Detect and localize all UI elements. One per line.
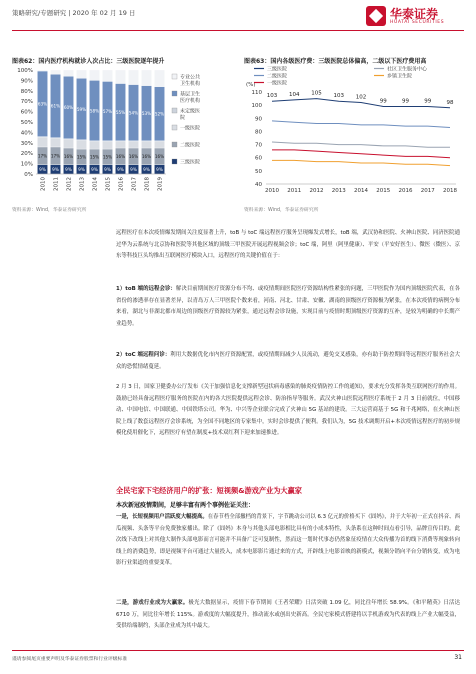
fig62-source: 资料来源：Wind，华泰证券研究所 — [12, 208, 87, 213]
paragraph-3: 2）toC 端远程问诊：利用大数据优化市内医疗资源配置，或疫情期间减少人员流动，避免交叉感染，亦有助于防控期间等远程医疗服务社会大众的恐慌情绪蔓延。 — [116, 352, 460, 370]
bar-segment — [141, 141, 151, 142]
legend-label: 三级医院 — [267, 66, 288, 73]
paragraph-2-head: 1）toB 端的远程会诊： — [116, 286, 176, 292]
paragraph-4: 2 月 3 日，国家卫健委办公厅发布《关于加强信息化支撑新型冠状病毒感染的肺炎疫情防控工作的通知》，要求充分发挥各类互联网医疗的作用。鼓励已经具备远程医疗服务的医院在内的各大医院提供远程会诊、防治指导等服务。武汉火神山医院远程医疗系统于 2 月 3 日前就位，中国移动、中国电信、中国联通、中国铁塔公司。华为、中兴等企业联合完成了火神山 5G 基站的建设。三大运营商基于 5G 和千兆网络，在火神山医院上线了数套远程医疗会诊系统，为全国不同地区的专家集中，实时会诊提供了便利。我们认为，5G 技术调期开启+本次疫情远程医疗的初步规模化使用催化下，远程医疗有望在制度+技术双红利下迎来加速推进。 — [116, 384, 460, 436]
x-tick-label: 2013 — [331, 188, 346, 194]
data-label: 15% — [89, 154, 100, 160]
data-label: 102 — [355, 94, 367, 101]
header-text: 策略研究/专题研究 | 2020 年 02 月 19 日 — [12, 9, 136, 17]
data-label: 16% — [63, 154, 74, 160]
legend-label: 一级医院 — [180, 125, 201, 132]
data-label: 103 — [266, 93, 278, 100]
y-tick-label: 70% — [20, 99, 33, 106]
y-tick-label: 0% — [24, 172, 33, 178]
data-label: 17% — [50, 153, 61, 159]
bar-segment — [50, 139, 60, 147]
data-label: 9% — [143, 167, 150, 173]
paragraph-2: 1）toB 端的远程会诊：解决目前期间医疗资源分布不均、或疫情期间医院医疗资源结构性紧张的问题，三甲医院作为国内顶级医院代表，在各省份的渗透率存在显著差异，以青岛万人三甲医院个数来看，河南、河北、甘肃、安徽、湖南的顶级医疗资源极为紧张，在本次疫情的病例分布来看，湖北与非湖北都市周边的顶级医疗资源较为紧张，通过远程会诊设施，实现目前与疫情时期顶级医疗资源的互补，是较为明确的中长期产业趋势。 — [116, 286, 460, 327]
paragraph-6: 二是，游戏行业成为大赢家。极光大数据显示，疫情下春节期间《王者荣耀》日活突破 1.09 亿，同比往年增长 58.9%。《和平精英》日活达 6710 万，同比往年增长 115%。游戏度的大幅度提升，推动流水或创出史新高。全民宅家模式搭建将以手机游戏为代表的线上产业大幅受益，受供给端制约，头部企业成为其中最大。 — [116, 600, 460, 629]
legend-swatch — [172, 91, 177, 96]
x-tick-label: 2013 — [79, 177, 86, 191]
footer-disclaimer: 谨请参阅尾页重要声明及华泰证券股票和行业评级标准 — [12, 657, 128, 662]
fig62-stacked-bar-chart — [12, 64, 237, 204]
header-rule — [12, 30, 464, 31]
data-label: 59% — [76, 106, 87, 112]
section-heading: 全民宅家下宅经济用户的扩张：短视频&游戏产业为大赢家 — [116, 486, 302, 495]
bar-segment — [76, 70, 86, 78]
y-tick-label: 40 — [255, 182, 262, 188]
bar-segment — [128, 142, 138, 148]
legend-label: 三级医院 — [180, 159, 201, 166]
data-label: 9% — [156, 167, 163, 173]
data-label: 16% — [128, 154, 139, 160]
data-label: 99 — [379, 98, 387, 105]
data-label: 16% — [115, 154, 126, 160]
x-tick-label: 2019 — [157, 177, 164, 191]
y-tick-label: 50% — [20, 120, 33, 126]
y-tick-label: 70 — [255, 142, 262, 149]
logo-cn: 华泰证券 — [390, 7, 439, 21]
legend-label: 乡镇卫生院 — [387, 73, 413, 80]
y-tick-label: 100% — [17, 68, 33, 74]
logo-en: HUATAI SECURITIES — [390, 20, 445, 25]
huatai-logo — [366, 4, 462, 30]
bar-segment — [154, 142, 164, 148]
x-tick-label: 2018 — [443, 188, 457, 194]
legend-label: 卫生机构 — [180, 81, 201, 87]
bar-segment — [89, 70, 99, 80]
y-tick-label: 20% — [20, 151, 33, 158]
y-tick-label: 80% — [20, 88, 33, 95]
bar-segment — [128, 70, 138, 85]
data-label: 104 — [289, 91, 300, 98]
x-tick-label: 2011 — [287, 188, 302, 194]
x-tick-label: 2016 — [118, 177, 125, 191]
fig63-source: 资料来源：Wind，华泰证券研究所 — [244, 208, 319, 213]
bar-segment — [102, 70, 112, 81]
data-label: 103 — [333, 93, 344, 100]
bar-segment — [115, 142, 125, 148]
data-label: 105 — [311, 90, 322, 97]
y-tick-label: 60% — [20, 109, 33, 116]
series-line — [272, 121, 450, 128]
data-label: 52% — [154, 111, 165, 117]
y-tick-label: 40% — [20, 130, 33, 137]
page-number: 31 — [454, 654, 462, 661]
y-tick-label: 10% — [20, 161, 33, 168]
data-label: 15% — [76, 154, 87, 160]
x-tick-label: 2012 — [66, 177, 73, 191]
bar-segment — [63, 140, 73, 148]
y-tick-label: 60 — [255, 155, 262, 162]
bar-segment — [154, 70, 164, 87]
x-tick-label: 2018 — [144, 177, 151, 191]
data-label: 9% — [91, 167, 98, 173]
legend-label: 二级医院 — [267, 73, 288, 80]
bar-segment — [37, 137, 47, 138]
legend-swatch — [172, 108, 177, 113]
huatai-logo-icon — [366, 6, 386, 26]
bar-segment — [50, 138, 60, 139]
data-label: 9% — [39, 167, 46, 173]
data-label: 15% — [102, 154, 113, 160]
bar-segment — [63, 139, 73, 140]
fig63-line-chart — [244, 64, 464, 204]
x-tick-label: 2016 — [398, 188, 413, 194]
y-tick-label: 100 — [251, 103, 262, 110]
y-tick-label: 90 — [255, 116, 262, 123]
data-label: 98 — [446, 99, 454, 106]
data-label: 61% — [50, 103, 61, 109]
x-tick-label: 2012 — [309, 188, 324, 194]
x-tick-label: 2017 — [420, 188, 435, 194]
data-label: 9% — [104, 167, 111, 173]
data-label: 63% — [37, 101, 48, 107]
series-line — [272, 150, 450, 158]
fig62-title: 图表62：国内医疗机构就诊人次占比：三级医院逐年提升 — [12, 58, 165, 65]
y-tick-label: 80 — [255, 129, 262, 136]
bar-segment — [102, 141, 112, 142]
section-subheading: 本次新冠疫情期间，足够丰富有两个事例佐证关注： — [116, 502, 255, 509]
legend-label: 专业公共 — [180, 74, 201, 81]
fig63-title: 图表63：国内各级医疗费：三级医院总体偏高，二级以下医疗费用高 — [244, 58, 427, 65]
x-tick-label: 2015 — [105, 177, 112, 191]
legend-label: 二级医院 — [180, 142, 201, 149]
bar-segment — [50, 70, 60, 74]
y-axis-label: (%) — [246, 82, 256, 88]
data-label: 9% — [52, 167, 59, 173]
paragraph-6-head: 二是，游戏行业成为大赢家。 — [116, 600, 189, 606]
data-label: 17% — [37, 153, 48, 159]
x-tick-label: 2017 — [131, 177, 138, 191]
data-label: 99 — [402, 98, 409, 105]
bar-segment — [115, 70, 125, 84]
paragraph-5: 一是，长短视频用户活跃度大幅提高。在春节档全部撤档的背景下，字节跳动公司以 6.3 亿元的价格买下《囧妈》，并于大年初一正式在抖音、西瓜视频、头条等平台免费独家播出。除了《囧妈》本身与其他头部电影相比具有的小成本特性，头条系在这种时间点看引导，品牌宣传目的。此次线下改线上对其他大制作头部电影而言可能并不具备广泛可复制性，然而这一划时代事态仍然象征疫情在大众传播为首的线下消费等现象转向线上的消费趋势，即是视频平台可通过大量投入，成本电影影片通过来的方式，开辟线上电影首映的新模式，视频分销向平台分销转变，成为电影行业渠道的重要变革。 — [116, 514, 460, 566]
data-label: 57% — [102, 108, 113, 114]
data-label: 16% — [141, 154, 152, 160]
data-label: 9% — [65, 167, 72, 173]
data-label: 9% — [130, 167, 137, 173]
bar-segment — [37, 138, 47, 147]
bar-segment — [141, 142, 151, 148]
y-tick-label: 90% — [20, 78, 33, 85]
data-label: 60% — [63, 105, 74, 111]
legend-label: 医疗机构 — [180, 98, 201, 104]
y-tick-label: 30% — [20, 140, 33, 147]
bar-segment — [76, 141, 86, 149]
legend-label: 一级医院 — [267, 80, 288, 87]
bar-segment — [63, 70, 73, 76]
legend-label: 未定级医 — [180, 108, 201, 115]
bar-segment — [154, 141, 164, 142]
paragraph-3-head: 2）toC 端远程问诊： — [116, 352, 171, 358]
data-label: 58% — [89, 108, 100, 114]
bar-segment — [37, 70, 47, 71]
bar-segment — [128, 141, 138, 142]
legend-swatch — [172, 125, 177, 130]
paragraph-5-head: 一是，长短视频用户活跃度大幅提高。 — [116, 514, 208, 520]
series-line — [272, 160, 450, 165]
bar-segment — [76, 140, 86, 141]
x-tick-label: 2010 — [265, 188, 279, 194]
data-label: 55% — [115, 109, 126, 115]
paragraph-1: 远程医疗在本次疫情爆发期间关注度显著上升，toB 与 toC 端远程医疗服务呈现爆发式增长，toB 端，武汉协和医院、火神山医院、同济医院通过华为云系统与北京协和医院等其他区域的顶级三甲医院开展远程视频会诊；toC 端，阿里（阿里健康）、平安（平安好医生）、微医（微医）、京东等科技巨头均推出互联网医疗模块入口，远程医疗的关键价值在于： — [116, 230, 460, 259]
x-tick-label: 2014 — [354, 188, 368, 194]
legend-swatch — [172, 74, 177, 79]
legend-label: 社区卫生服务中心 — [387, 66, 428, 73]
legend-swatch — [172, 159, 177, 164]
x-tick-label: 2010 — [40, 177, 47, 191]
series-line — [272, 142, 450, 147]
footer-rule — [12, 650, 464, 651]
data-label: 9% — [78, 167, 85, 173]
y-tick-label: 110 — [251, 90, 262, 96]
data-label: 9% — [117, 167, 124, 173]
data-label: 99 — [424, 98, 432, 105]
bar-segment — [141, 70, 151, 86]
x-tick-label: 2014 — [92, 177, 99, 191]
legend-swatch — [172, 142, 177, 147]
x-tick-label: 2011 — [53, 177, 60, 191]
data-label: 16% — [154, 154, 165, 160]
bar-segment — [115, 141, 125, 142]
bar-segment — [89, 142, 99, 149]
bar-segment — [102, 142, 112, 149]
y-tick-label: 50 — [255, 168, 262, 175]
data-label: 54% — [128, 110, 139, 116]
legend-label: 院 — [180, 115, 186, 121]
data-label: 53% — [141, 110, 152, 116]
bar-segment — [89, 141, 99, 142]
legend-label: 基层卫生 — [180, 91, 201, 98]
x-tick-label: 2015 — [376, 188, 391, 194]
